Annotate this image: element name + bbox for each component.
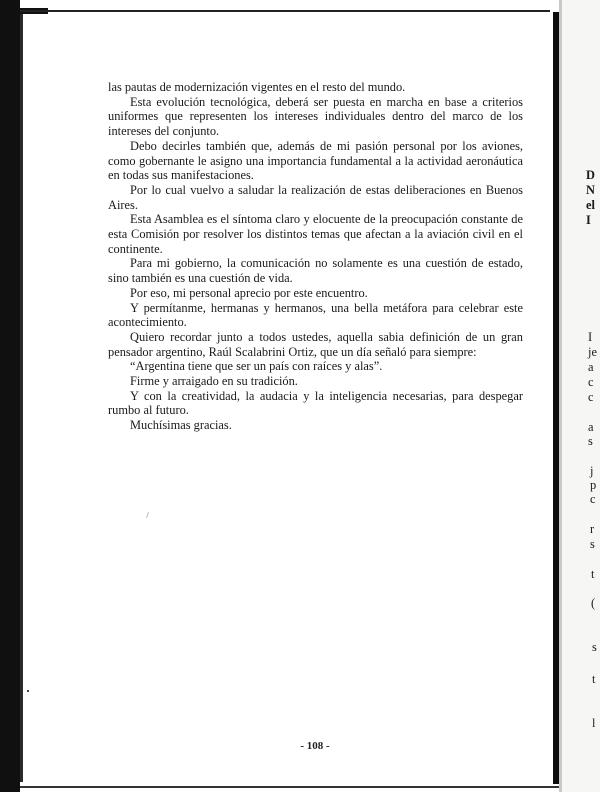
scan-speck <box>146 512 149 518</box>
paragraph: Para mi gobierno, la comunicación no solamente es una cuestión de estado, sino también es una cuestión de vida. <box>108 256 523 286</box>
next-page-fragment: a <box>588 360 594 374</box>
next-page-fragment: j <box>590 464 594 478</box>
next-page-fragment: c <box>588 390 594 404</box>
next-page-fragment: je <box>588 345 597 359</box>
next-page-fragment: s <box>590 537 595 551</box>
page-bottom-edge <box>20 786 560 788</box>
scan-speck <box>27 690 29 692</box>
next-page-fragment: t <box>592 672 596 686</box>
paragraph: Y permítanme, hermanas y hermanos, una bella metáfora para celebrar este acontecimiento. <box>108 300 523 330</box>
book-spine-left <box>0 0 20 792</box>
paragraph: Quiero recordar junto a todos ustedes, aquella sabia definición de un gran pensador argentino, Raúl Scalabrini Ortiz, que un día señaló para siempre: <box>108 329 523 359</box>
next-page-fragment: D <box>586 168 595 182</box>
closing-paragraph: Muchísimas gracias. <box>130 418 232 433</box>
paragraph: Por eso, mi personal aprecio por este encuentro. <box>130 285 368 300</box>
next-page-fragment: t <box>591 567 595 581</box>
paragraph: Firme y arraigado en su tradición. <box>130 374 298 389</box>
page-gutter-shadow <box>20 10 23 782</box>
next-page-fragment: ( <box>591 596 596 610</box>
next-page-fragment: I <box>588 330 593 344</box>
paragraph: las pautas de modernización vigentes en el resto del mundo. <box>108 80 406 94</box>
next-page-fragment: c <box>590 492 596 506</box>
next-page-fragment: el <box>586 198 595 212</box>
quote-paragraph: “Argentina tiene que ser un país con raíces y alas”. <box>130 359 383 374</box>
next-page-fragment: s <box>588 434 593 448</box>
next-page-fragment: r <box>590 522 595 536</box>
paragraph: Esta Asamblea es el síntoma claro y elocuente de la preocupación constante de esta Comisión por resolver los distintos temas que afectan a la aviación civil en el continente. <box>108 212 523 256</box>
paragraph: Por lo cual vuelvo a saludar la realización de estas deliberaciones en Buenos Aires. <box>108 182 523 212</box>
next-page-fragment: I <box>586 213 591 227</box>
paragraph: Esta evolución tecnológica, deberá ser puesta en marcha en base a criterios uniformes que representen los intereses individuales dentro del marco de los intereses del conjunto. <box>108 94 523 139</box>
next-page-fragment: N <box>586 183 595 197</box>
page-number: - 108 - <box>300 740 330 752</box>
paragraph: Y con la creatividad, la audacia y la inteligencia necesarias, para despegar rumbo al futuro. <box>108 388 523 418</box>
next-page-fragment: s <box>592 640 597 654</box>
next-page-fragment: a <box>588 420 594 434</box>
speech-text <box>108 80 523 433</box>
page-top-edge <box>20 10 550 12</box>
next-page-fragment: c <box>588 375 594 389</box>
paragraph: Debo decirles también que, además de mi pasión personal por los aviones, como gobernante le asigno una importancia fundamental a la actividad aeronáutica en todas sus manifestaciones. <box>108 138 523 183</box>
next-page-fragment: l <box>592 716 596 730</box>
adjacent-page-shadow <box>559 0 562 792</box>
next-page-fragment: p <box>590 478 597 492</box>
